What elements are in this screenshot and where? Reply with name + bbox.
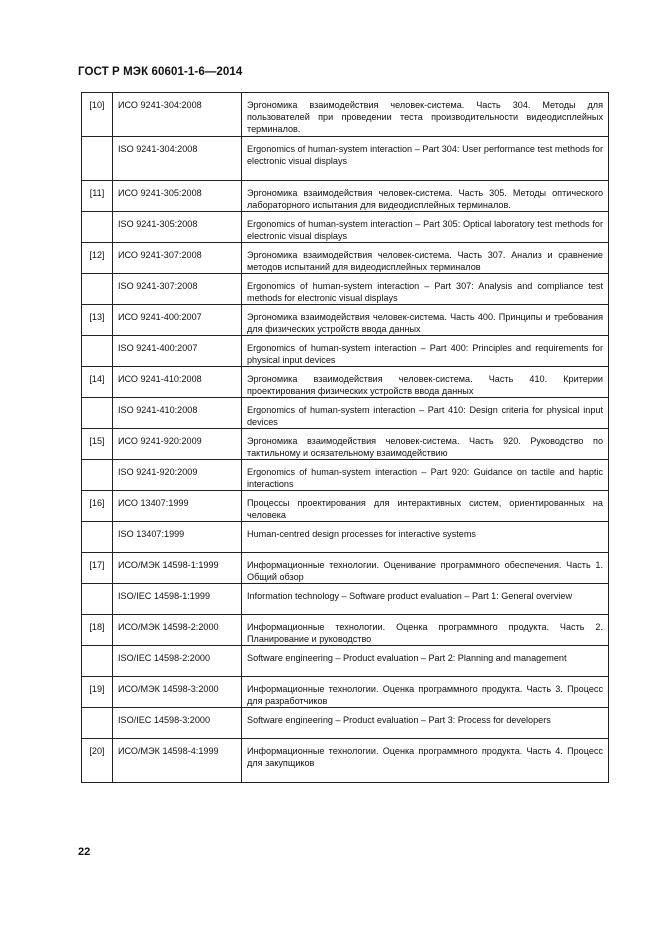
standard-designation: ИСО 9241-307:2008 — [113, 243, 242, 274]
table-row — [82, 243, 609, 274]
standard-title: Ergonomics of human-system interaction – Part 307: Analysis and compliance test methods for electronic visual displays — [242, 274, 609, 305]
standard-title: Процессы проектирования для интерактивных систем, ориентированных на человека — [242, 491, 609, 522]
standard-designation: ISO 9241-307:2008 — [113, 274, 242, 305]
reference-number: [15] — [82, 429, 113, 460]
standard-designation: ИСО 9241-410:2008 — [113, 367, 242, 398]
table-row — [82, 336, 609, 367]
table-row — [82, 615, 609, 646]
standard-designation: ISO/IEC 14598-3:2000 — [113, 708, 242, 739]
standard-title: Software engineering – Product evaluation – Part 2: Planning and management — [242, 646, 609, 677]
standard-designation: ISO 9241-304:2008 — [113, 137, 242, 181]
reference-number — [82, 398, 113, 429]
table-row — [82, 708, 609, 739]
table-row — [82, 93, 609, 137]
table-row — [82, 367, 609, 398]
table-row — [82, 646, 609, 677]
standard-title: Информационные технологии. Оценка программного продукта. Часть 3. Процесс для разработчиков — [242, 677, 609, 708]
standard-title: Information technology – Software product evaluation – Part 1: General overview — [242, 584, 609, 615]
reference-number: [13] — [82, 305, 113, 336]
reference-number — [82, 708, 113, 739]
table-row — [82, 522, 609, 553]
standard-title: Ergonomics of human-system interaction – Part 410: Design criteria for physical input devices — [242, 398, 609, 429]
reference-number: [17] — [82, 553, 113, 584]
reference-number: [11] — [82, 181, 113, 212]
table-row — [82, 398, 609, 429]
standard-designation: ИСО 13407:1999 — [113, 491, 242, 522]
standard-designation: ISO/IEC 14598-1:1999 — [113, 584, 242, 615]
standard-designation: ИСО 9241-400:2007 — [113, 305, 242, 336]
standard-title: Эргономика взаимодействия человек-система. Часть 307. Анализ и сравнение методов испытаний для видеодисплейных терминалов — [242, 243, 609, 274]
standard-title: Эргономика взаимодействия человек-система. Часть 410. Критерии проектирования физических устройств ввода данных — [242, 367, 609, 398]
reference-number — [82, 336, 113, 367]
standard-designation: ИСО/МЭК 14598-2:2000 — [113, 615, 242, 646]
standard-designation: ISO/IEC 14598-2:2000 — [113, 646, 242, 677]
standard-designation: ISO 9241-305:2008 — [113, 212, 242, 243]
reference-number — [82, 584, 113, 615]
table-row — [82, 677, 609, 708]
reference-number: [16] — [82, 491, 113, 522]
standard-title: Ergonomics of human-system interaction – Part 305: Optical laboratory test methods for electronic visual displays — [242, 212, 609, 243]
table-row — [82, 212, 609, 243]
table-row — [82, 584, 609, 615]
standard-title: Информационные технологии. Оценка программного продукта. Часть 2. Планирование и руководство — [242, 615, 609, 646]
references-table — [81, 92, 609, 783]
reference-number: [10] — [82, 93, 113, 137]
standard-title: Эргономика взаимодействия человек-система. Часть 920. Руководство по тактильному и осязательному взаимодействию — [242, 429, 609, 460]
standard-designation: ИСО 9241-920:2009 — [113, 429, 242, 460]
standard-title: Информационные технологии. Оценивание программного обеспечения. Часть 1. Общий обзор — [242, 553, 609, 584]
standard-title: Ergonomics of human-system interaction – Part 920: Guidance on tactile and haptic interactions — [242, 460, 609, 491]
table-row — [82, 460, 609, 491]
table-row — [82, 181, 609, 212]
table-row — [82, 491, 609, 522]
standard-designation: ISO 13407:1999 — [113, 522, 242, 553]
table-row — [82, 137, 609, 181]
table-row — [82, 553, 609, 584]
table-row — [82, 429, 609, 460]
standard-designation: ИСО/МЭК 14598-3:2000 — [113, 677, 242, 708]
standard-designation: ISO 9241-400:2007 — [113, 336, 242, 367]
reference-number — [82, 522, 113, 553]
table-row — [82, 305, 609, 336]
reference-number: [20] — [82, 739, 113, 783]
reference-number — [82, 460, 113, 491]
standard-designation: ISO 9241-920:2009 — [113, 460, 242, 491]
table-row — [82, 739, 609, 783]
reference-number — [82, 274, 113, 305]
reference-number — [82, 646, 113, 677]
standard-title: Human-centred design processes for interactive systems — [242, 522, 609, 553]
table-row — [82, 274, 609, 305]
standard-designation: ИСО 9241-304:2008 — [113, 93, 242, 137]
standard-title: Информационные технологии. Оценка программного продукта. Часть 4. Процесс для закупщиков — [242, 739, 609, 783]
document-header-title: ГОСТ Р МЭК 60601-1-6—2014 — [78, 66, 243, 78]
reference-number: [14] — [82, 367, 113, 398]
standard-designation: ИСО 9241-305:2008 — [113, 181, 242, 212]
page-number: 22 — [78, 846, 91, 858]
reference-number: [19] — [82, 677, 113, 708]
standard-title: Эргономика взаимодействия человек-система. Часть 305. Методы оптического лабораторного испытания для видеодисплейных терминалов. — [242, 181, 609, 212]
standard-title: Эргономика взаимодействия человек-система. Часть 400. Принципы и требования для физических устройств ввода данных — [242, 305, 609, 336]
reference-number: [12] — [82, 243, 113, 274]
standard-title: Software engineering – Product evaluation – Part 3: Process for developers — [242, 708, 609, 739]
standard-title: Эргономика взаимодействия человек-система. Часть 304. Методы для пользователей при проведении теста производительности видеодисплейных терминалов. — [242, 93, 609, 137]
reference-number — [82, 137, 113, 181]
reference-number — [82, 212, 113, 243]
standard-title: Ergonomics of human-system interaction – Part 400: Principles and requirements for physical input devices — [242, 336, 609, 367]
standard-designation: ИСО/МЭК 14598-1:1999 — [113, 553, 242, 584]
standard-title: Ergonomics of human-system interaction – Part 304: User performance test methods for electronic visual displays — [242, 137, 609, 181]
standard-designation: ИСО/МЭК 14598-4:1999 — [113, 739, 242, 783]
reference-number: [18] — [82, 615, 113, 646]
standard-designation: ISO 9241-410:2008 — [113, 398, 242, 429]
